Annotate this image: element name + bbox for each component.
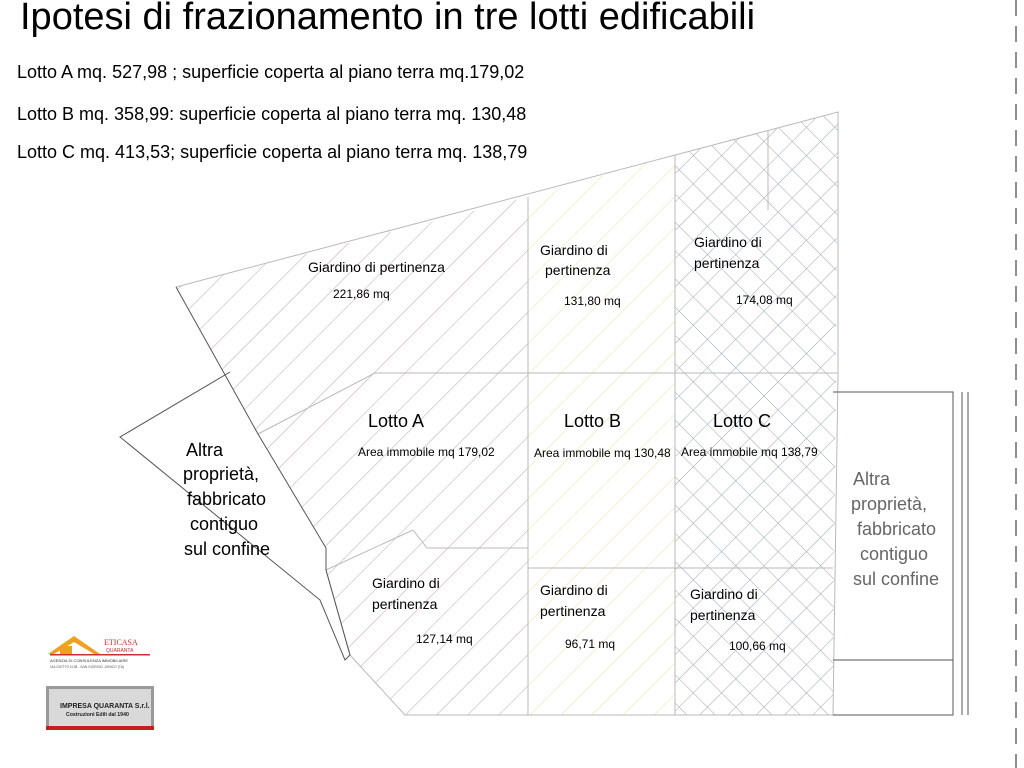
neighbor-right-line-2: proprietà, [851,494,928,514]
lotto-c-name: Lotto C [713,411,772,431]
garden-c-bottom-label-1: Giardino di [690,586,758,602]
eticasa-logo [46,624,154,680]
garden-a-top-value: 221,86 mq [333,287,390,301]
lotto-b-area [528,155,675,715]
impresa-quaranta-logo [46,686,154,730]
garden-a-bottom-value: 127,14 mq [416,632,473,646]
garden-c-top-value: 174,08 mq [736,293,793,307]
svg-text:QUARANTA: QUARANTA [106,648,134,654]
garden-a-bottom-label-1: Giardino di [372,575,440,591]
garden-a-top-label: Giardino di pertinenza [308,259,445,275]
lotto-a-name: Lotto A [368,411,425,431]
svg-text:IMPRESA QUARANTA S.r.l.: IMPRESA QUARANTA S.r.l. [60,703,150,710]
garden-c-bottom-value: 100,66 mq [729,639,786,653]
garden-b-bottom-value: 96,71 mq [565,637,616,651]
neighbor-left-line-5: sul confine [184,539,271,559]
page-title: Ipotesi di frazionamento in tre lotti edificabili [20,0,756,38]
garden-b-bottom-label-2: pertinenza [540,603,606,619]
svg-text:AGENZIA DI CONSULENZA IMMOBILI: AGENZIA DI CONSULENZA IMMOBILIARE [50,658,129,663]
neighbor-left-line-3: fabbricato [187,489,267,509]
summary-lotto-b: Lotto B mq. 358,99: superficie coperta al piano terra mq. 130,48 [17,104,527,124]
svg-text:Costruzioni Edili dal 1940: Costruzioni Edili dal 1940 [66,712,129,718]
summary-lotto-c: Lotto C mq. 413,53; superficie coperta al piano terra mq. 138,79 [17,142,528,162]
svg-text:ETICASA: ETICASA [104,638,138,647]
garden-b-top-label-2: pertinenza [545,262,611,278]
neighbor-right-text [851,469,939,589]
garden-b-top-label-1: Giardino di [540,242,608,258]
summary-lotto-a: Lotto A mq. 527,98 ; superficie coperta al piano terra mq.179,02 [17,62,525,82]
neighbor-left-line-2: proprietà, [183,464,260,484]
neighbor-right-line-4: contiguo [860,544,929,564]
neighbor-left-text [183,440,270,559]
garden-b-top-value: 131,80 mq [564,294,621,308]
neighbor-left-line-4: contiguo [190,514,259,534]
lotto-b-name: Lotto B [564,411,622,431]
neighbor-right-line-3: fabbricato [857,519,937,539]
neighbor-left-line-1: Altra [186,440,224,460]
svg-text:VIA GIOTTO N.38 - SAN GIORGIO: VIA GIOTTO N.38 - SAN GIORGIO JONICO (TA) [50,665,125,669]
garden-c-top-label-2: pertinenza [694,255,760,271]
lotto-b-area-label: Area immobile mq 130,48 [534,446,671,460]
garden-b-bottom-label-1: Giardino di [540,582,608,598]
neighbor-right-line-1: Altra [853,469,891,489]
garden-c-bottom-label-2: pertinenza [690,607,756,623]
neighbor-right-line-5: sul confine [853,569,940,589]
lotto-c-area-label: Area immobile mq 138,79 [681,445,818,459]
garden-a-bottom-label-2: pertinenza [372,596,438,612]
page-edge-marks [1010,0,1022,768]
garden-c-top-label-1: Giardino di [694,234,762,250]
lotto-a-area-label: Area immobile mq 179,02 [358,445,495,459]
